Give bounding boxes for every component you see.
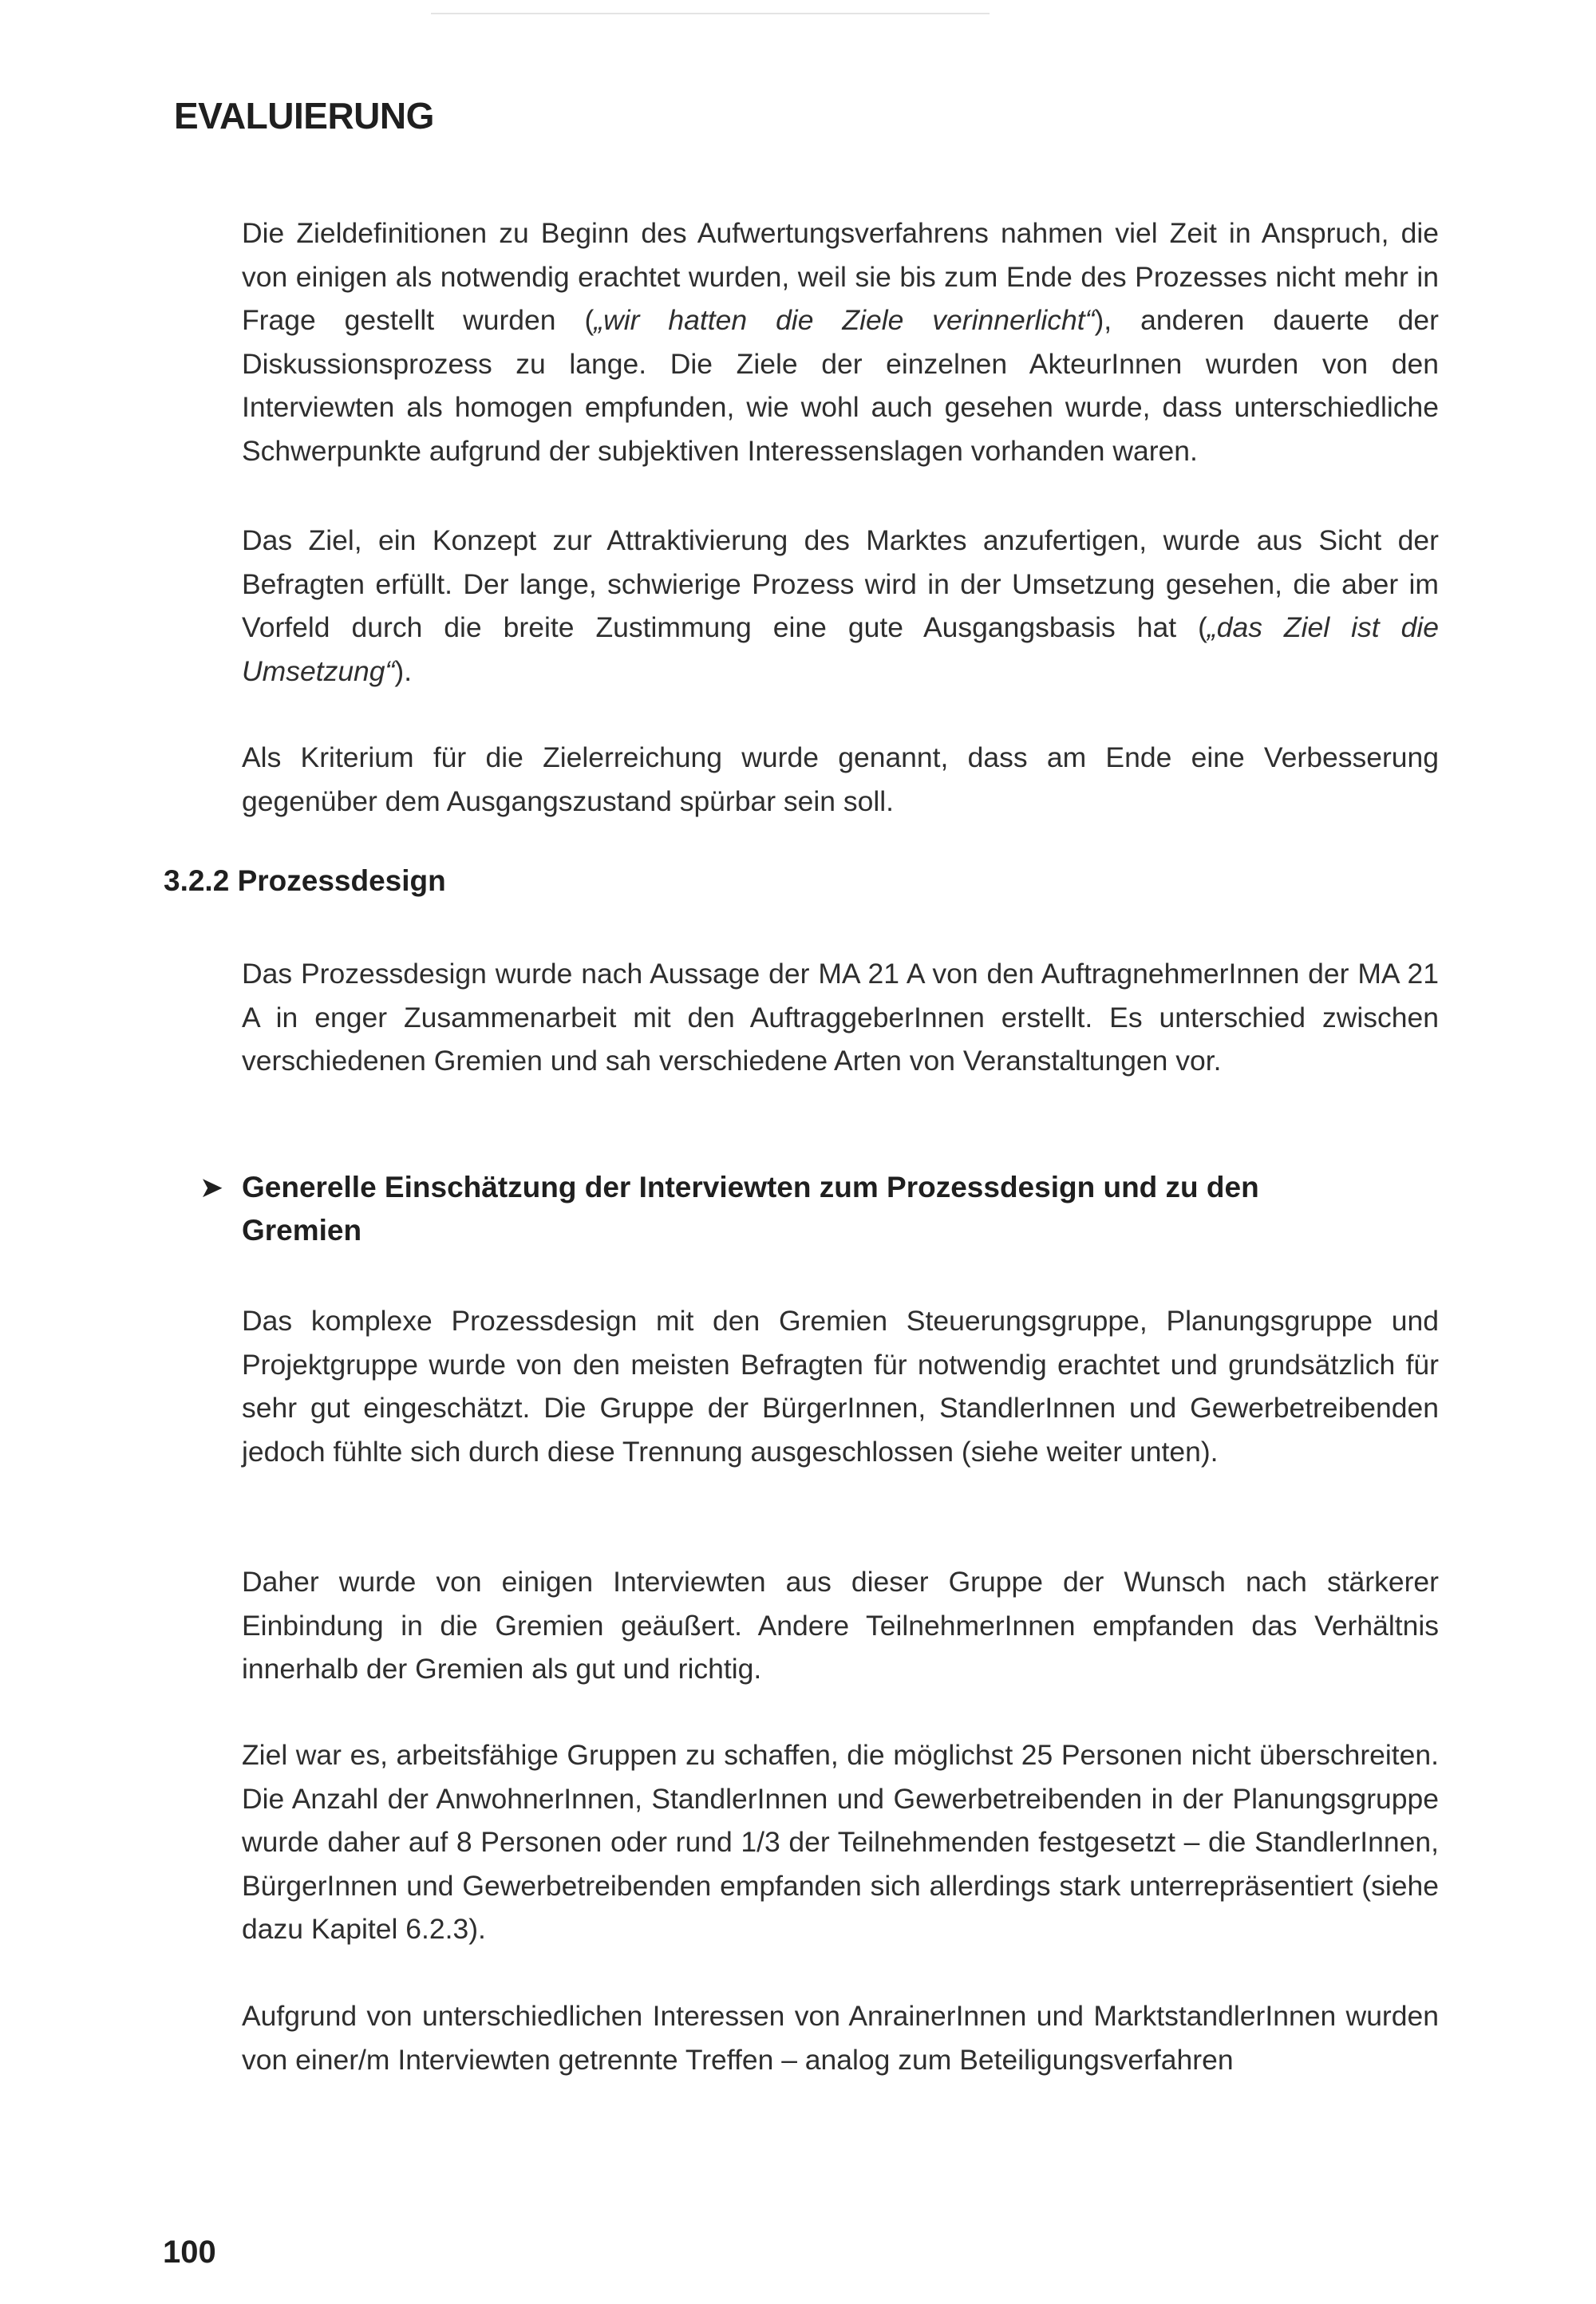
running-header: EVALUIERUNG <box>174 95 434 136</box>
paragraph-goal-fulfilled: Das Ziel, ein Konzept zur Attraktivierung des Marktes anzufertigen, wurde aus Sicht der Befragten erfüllt. Der lange, schwierige Prozess wird in der Umsetzung gesehen, die aber im Vorfeld durch die breite Zustimmung eine gute Ausgangsbasis hat („das Ziel ist die Umsetzung“). <box>242 524 1439 687</box>
paragraph-group-size: Ziel war es, arbeitsfähige Gruppen zu schaffen, die möglichst 25 Personen nicht überschreiten. Die Anzahl der AnwohnerInnen, StandlerInnen und Gewerbetreibenden in der Planungsgruppe wurde daher auf 8 Personen oder rund 1/3 der Teilnehmenden festgesetzt – die StandlerInnen, BürgerInnen und Gewerbetreibenden empfanden sich allerdings stark unterrepräsentiert (siehe dazu Kapitel 6.2.3). <box>242 1739 1439 1945</box>
paragraph-process-design: Das Prozessdesign wurde nach Aussage der MA 21 A von den AuftragnehmerInnen der MA 21 A in enger Zusammenarbeit mit den AuftraggeberInnen erstellt. Es unterschied zwischen verschiedenen Gremien und sah verschiedene Arten von Veranstaltungen vor. <box>242 958 1439 1077</box>
section-heading: 3.2.2 Prozessdesign <box>164 864 446 897</box>
paragraph-separate-meetings: Aufgrund von unterschiedlichen Interessen von AnrainerInnen und MarktstandlerInnen wurden von einer/m Interviewten getrennte Treffen – analog zum Beteiligungsverfahren <box>242 2000 1439 2076</box>
page-number: 100 <box>163 2235 216 2270</box>
quote: „wir hatten die Ziele verinnerlicht“ <box>594 304 1095 336</box>
top-rule <box>431 13 990 14</box>
arrow-bullet-icon: ➤ <box>200 1171 224 1203</box>
paragraph-criterion: Als Kriterium für die Zielerreichung wurde genannt, dass am Ende eine Verbesserung gegenüber dem Ausgangszustand spürbar sein soll. <box>242 741 1439 817</box>
bullet-heading-text: Generelle Einschätzung der Interviewten zum Prozessdesign und zu den Gremien <box>242 1171 1259 1247</box>
paragraph-integration-wish: Daher wurde von einigen Interviewten aus dieser Gruppe der Wunsch nach stärkerer Einbindung in die Gremien geäußert. Andere TeilnehmerInnen empfanden das Verhältnis innerhalb der Gremien als gut und richtig. <box>242 1566 1439 1685</box>
paragraph-complex-design: Das komplexe Prozessdesign mit den Gremien Steuerungsgruppe, Planungsgruppe und Projektgruppe wurde von den meisten Befragten für notwendig erachtet und grundsätzlich für sehr gut eingeschätzt. Die Gruppe der BürgerInnen, StandlerInnen und Gewerbetreibenden jedoch fühlte sich durch diese Trennung ausgeschlossen (siehe weiter unten). <box>242 1305 1439 1468</box>
paragraph-goal-definitions: Die Zieldefinitionen zu Beginn des Aufwertungsverfahrens nahmen viel Zeit in Anspruch, die von einigen als notwendig erachtet wurden, weil sie bis zum Ende des Prozesses nicht mehr in Frage gestellt wurden („wir hatten die Ziele verinnerlicht“), anderen dauerte der Diskussionsprozess zu lange. Die Ziele der einzelnen AkteurInnen wurden von den Interviewten als homogen empfunden, wie wohl auch gesehen wurde, dass unterschiedliche Schwerpunkte aufgrund der subjektiven Interessenslagen vorhanden waren. <box>242 217 1439 467</box>
quote: „das Ziel ist die Umsetzung“ <box>242 611 1439 687</box>
